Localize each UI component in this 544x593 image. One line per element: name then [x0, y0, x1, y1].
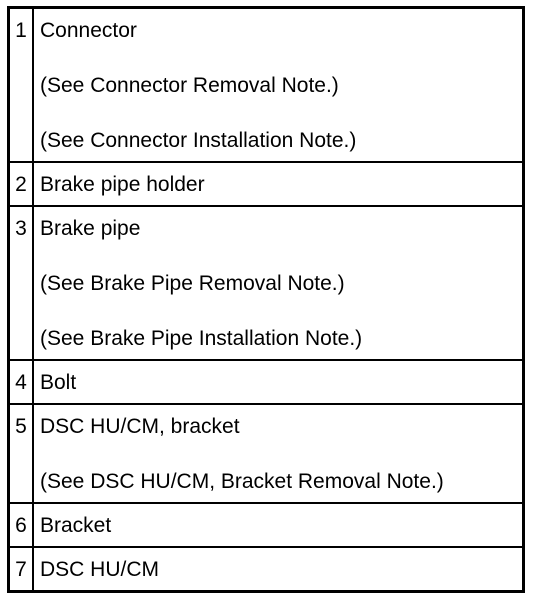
part-description — [33, 360, 524, 404]
part-number: 4 — [9, 360, 34, 404]
part-description — [33, 503, 524, 547]
parts-table-body — [9, 8, 524, 592]
part-description — [33, 206, 524, 360]
part-number: 2 — [9, 162, 34, 206]
part-number: 3 — [9, 206, 34, 360]
part-number: 6 — [9, 503, 34, 547]
part-name: DSC HU/CM — [40, 558, 159, 581]
table-row — [9, 206, 524, 360]
table-row — [9, 162, 524, 206]
part-name: Bolt — [40, 371, 77, 394]
part-number: 1 — [9, 8, 34, 163]
part-number: 7 — [9, 547, 34, 592]
table-row — [9, 503, 524, 547]
part-description — [33, 8, 524, 163]
removal-note-link[interactable]: (See DSC HU/CM, Bracket Removal Note.) — [40, 470, 444, 493]
removal-note-link[interactable]: (See Connector Removal Note.) — [40, 74, 339, 97]
part-description — [33, 404, 524, 503]
part-name: Brake pipe — [40, 217, 141, 240]
part-description — [33, 547, 524, 592]
installation-note-link[interactable]: (See Brake Pipe Installation Note.) — [40, 327, 363, 350]
table-row — [9, 8, 524, 163]
part-name: Connector — [40, 19, 137, 42]
part-name: Brake pipe holder — [40, 173, 205, 196]
removal-note-link[interactable]: (See Brake Pipe Removal Note.) — [40, 272, 345, 295]
table-row — [9, 547, 524, 592]
part-name: Bracket — [40, 514, 112, 537]
table-row — [9, 360, 524, 404]
part-name: DSC HU/CM, bracket — [40, 415, 240, 438]
part-description — [33, 162, 524, 206]
part-number: 5 — [9, 404, 34, 503]
parts-table — [7, 6, 525, 593]
installation-note-link[interactable]: (See Connector Installation Note.) — [40, 129, 357, 152]
table-row — [9, 404, 524, 503]
